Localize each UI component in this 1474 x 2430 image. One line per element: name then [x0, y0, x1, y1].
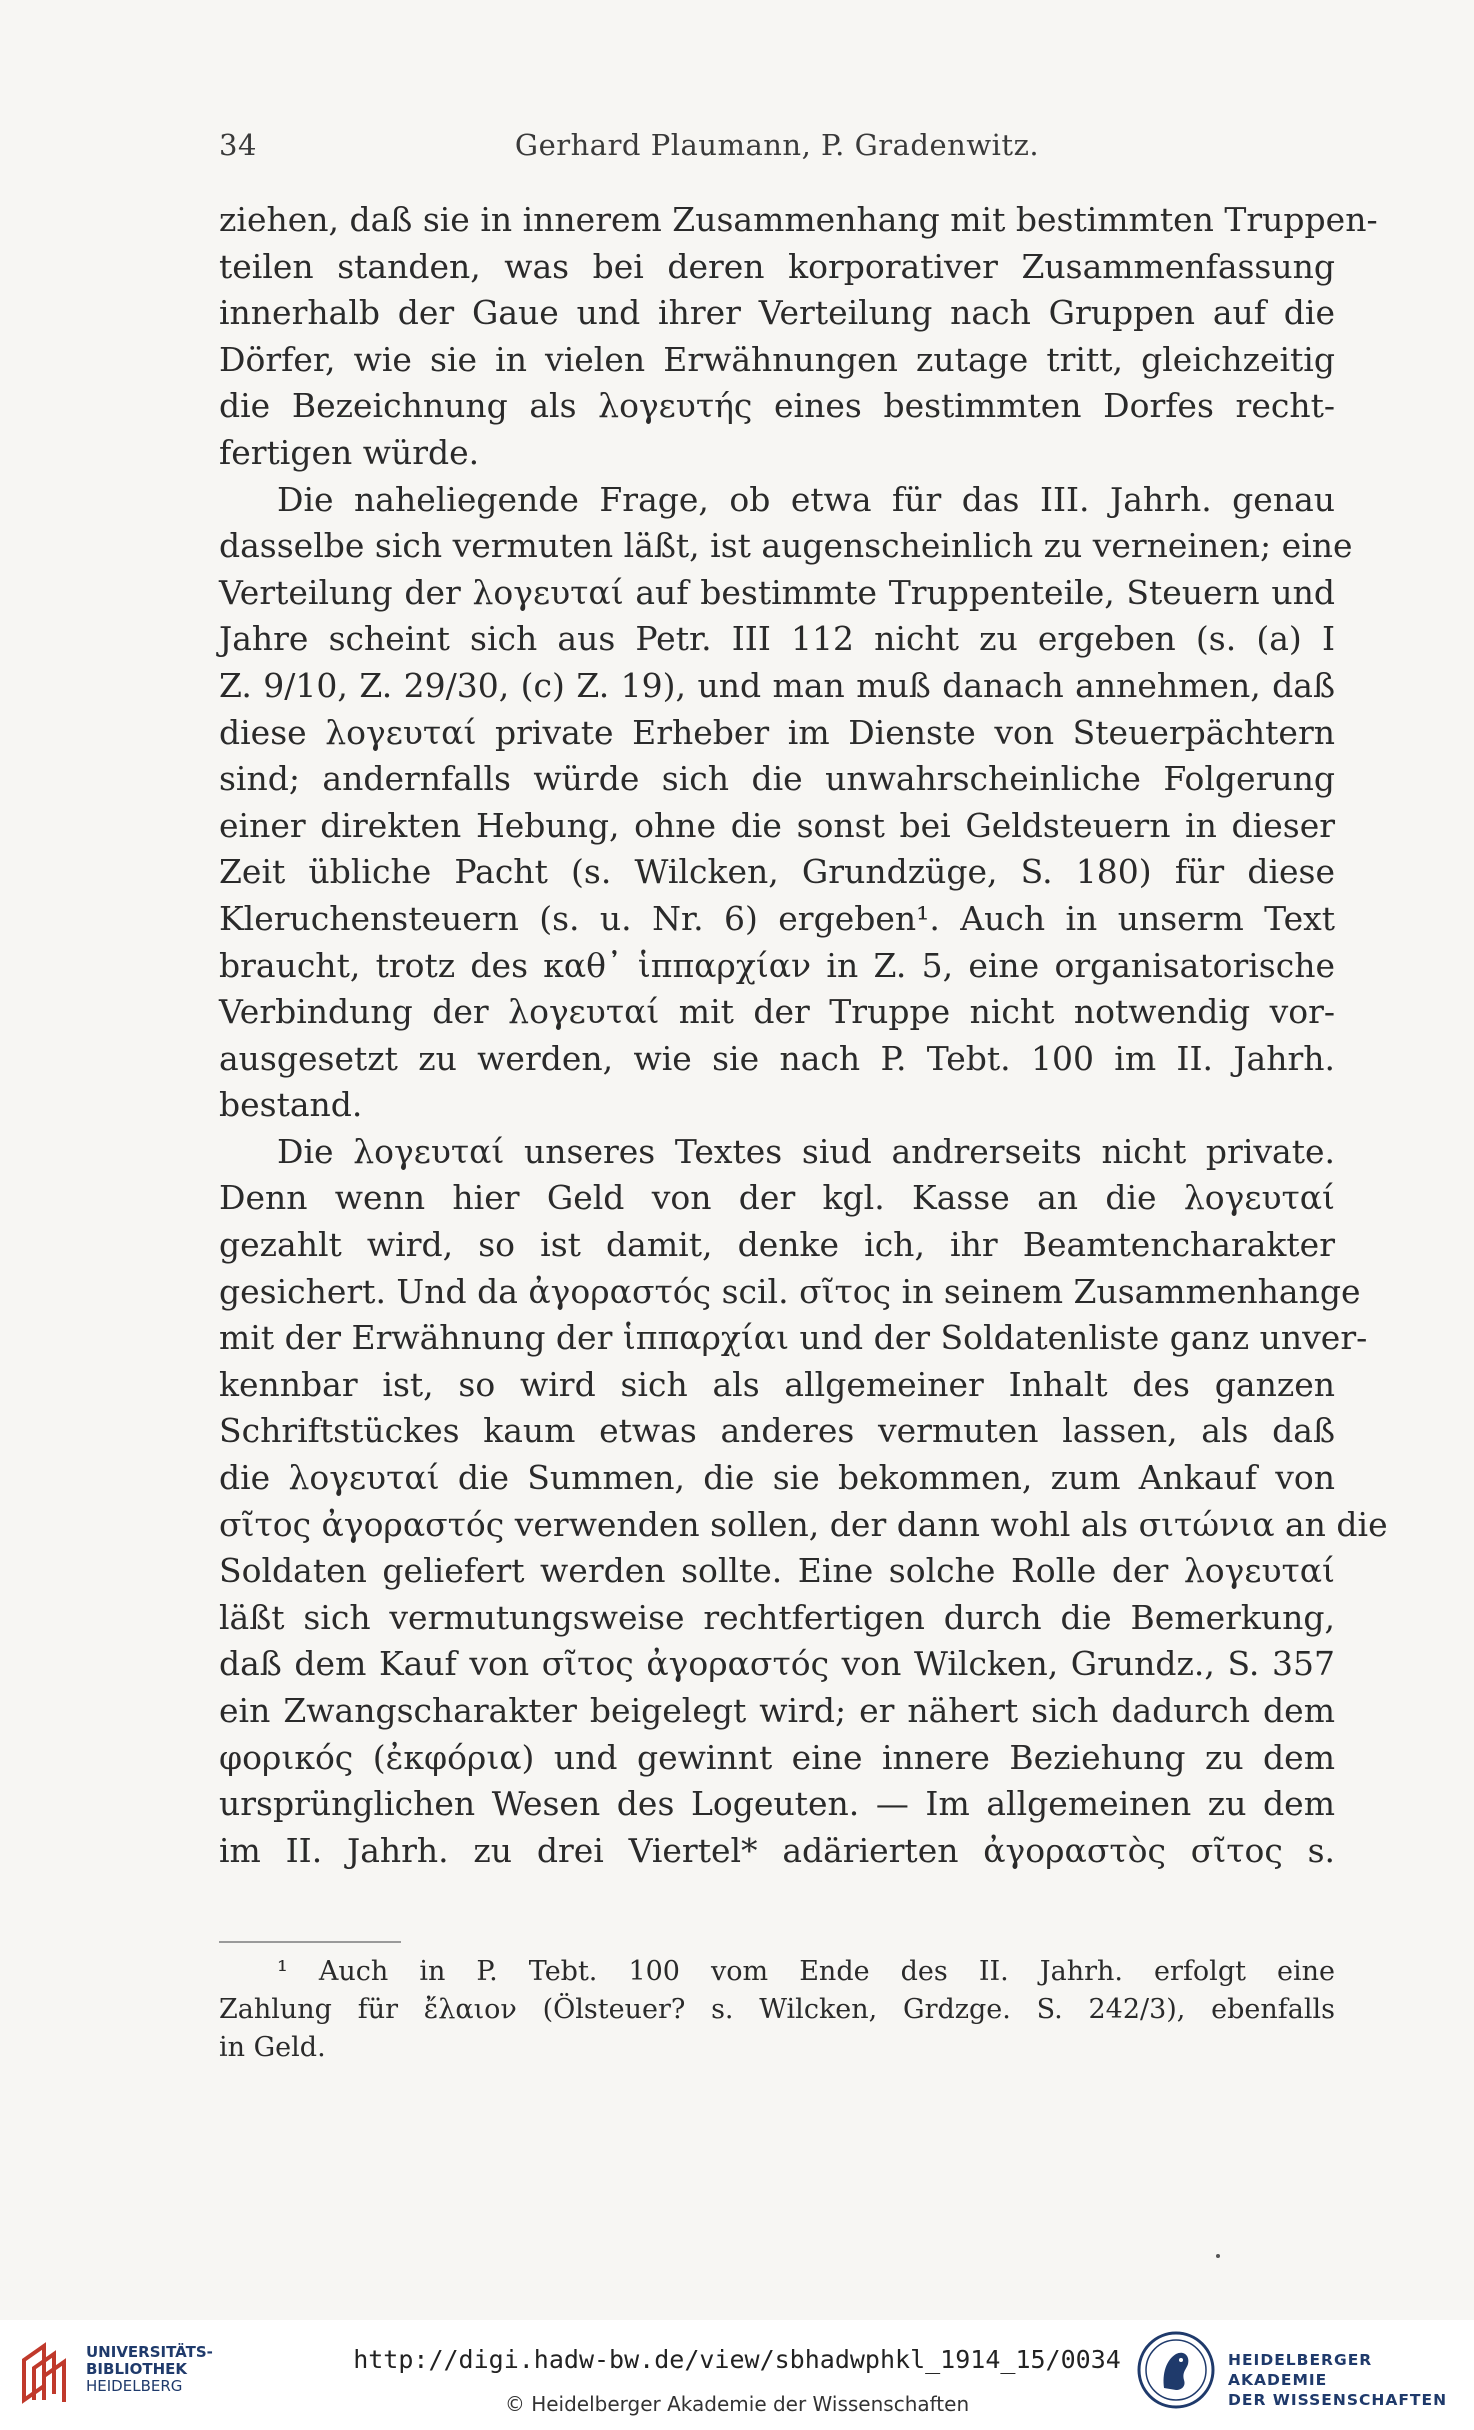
footnote-line: ¹ Auch in P. Tebt. 100 vom Ende des II. Jahrh. erfolgt eine [277, 1956, 1335, 1987]
text-line: mit der Erwähnung der ἱππαρχίαι und der Soldatenliste ganz unver- [219, 1318, 1368, 1358]
paragraph-1 [219, 197, 1378, 477]
footnote-line: Zahlung für ἔλαιον (Ölsteuer? s. Wilcken, Grdzge. S. 242/3), ebenfalls [219, 1994, 1335, 2025]
footnote-rule [219, 1941, 401, 1943]
footnote-line: in Geld. [219, 2032, 326, 2063]
text-line: gesichert. Und da ἀγοραστός scil. σῖτος in seinem Zusammenhange [219, 1271, 1361, 1311]
scan-speck [1216, 2254, 1220, 2258]
paragraph-3 [219, 1129, 1388, 1875]
text-line: läßt sich vermutungsweise rechtfertigen durch die Bemerkung, [219, 1597, 1335, 1637]
paragraph-2 [219, 477, 1353, 1129]
academy-name-line: DER WISSENSCHAFTEN [1228, 2391, 1448, 2409]
text-line: diese λογευταί private Erheber im Dienste von Steuerpächtern [219, 712, 1335, 752]
text-line: fertigen würde. [219, 432, 480, 472]
text-line: ein Zwangscharakter beigelegt wird; er nähert sich dadurch dem [219, 1691, 1335, 1730]
text-line: σῖτος ἀγοραστός verwenden sollen, der dann wohl als σιτώνια an die [219, 1504, 1388, 1544]
permalink-url[interactable]: http://digi.hadw-bw.de/view/sbhadwphkl_1914_15/0034 [353, 2345, 1121, 2374]
text-line: Die naheliegende Frage, ob etwa für das III. Jahrh. genau [277, 479, 1335, 519]
text-line: Dörfer, wie sie in vielen Erwähnungen zutage tritt, gleichzeitig [219, 339, 1335, 379]
text-line: braucht, trotz des καθ᾽ ἱππαρχίαν in Z. 5, eine organisatorische [219, 945, 1335, 985]
running-title: Gerhard Plaumann, P. Gradenwitz. [514, 128, 1040, 162]
text-line: die λογευταί die Summen, die sie bekommen, zum Ankauf von [219, 1458, 1335, 1498]
academy-name-line: HEIDELBERGER AKADEMIE [1228, 2351, 1373, 2389]
text-line: Jahre scheint sich aus Petr. III 112 nicht zu ergeben (s. (a) I [219, 619, 1335, 659]
text-line: Kleruchensteuern (s. u. Nr. 6) ergeben¹. Auch in unserm Text [219, 898, 1335, 938]
text-line: Soldaten geliefert werden sollte. Eine solche Rolle der λογευταί [219, 1551, 1335, 1591]
text-line: Schriftstückes kaum etwas anderes vermuten lassen, als daß [219, 1411, 1335, 1451]
copyright-notice: © Heidelberger Akademie der Wissenschaften [504, 2392, 970, 2416]
text-line: im II. Jahrh. zu drei Viertel* adärierten ἀγοραστὸς σῖτος s. [219, 1830, 1335, 1870]
text-line: ursprünglichen Wesen des Logeuten. — Im allgemeinen zu dem [219, 1784, 1335, 1824]
text-line: φορικός (ἐκφόρια) und gewinnt eine innere Beziehung zu dem [219, 1737, 1335, 1777]
footnote [219, 1953, 1335, 2067]
library-name-line: HEIDELBERG [86, 2377, 183, 2395]
text-line: Z. 9/10, Z. 29/30, (c) Z. 19), und man muß danach annehmen, daß [219, 665, 1335, 705]
text-line: daß dem Kauf von σῖτος ἀγοραστός von Wilcken, Grundz., S. 357 [219, 1644, 1335, 1684]
academy-seal-icon[interactable] [1136, 2330, 1216, 2410]
text-line: bestand. [219, 1085, 363, 1125]
text-line: ziehen, daß sie in innerem Zusammenhang mit bestimmten Truppen- [219, 200, 1378, 239]
library-name-line: BIBLIOTHEK [86, 2360, 187, 2378]
text-line: die Bezeichnung als λογευτής eines bestimmten Dorfes recht- [219, 386, 1335, 426]
text-line: Denn wenn hier Geld von der kgl. Kasse an die λογευταί [219, 1178, 1335, 1218]
text-line: einer direkten Hebung, ohne die sonst bei Geldsteuern in dieser [219, 805, 1335, 845]
page-header [219, 128, 1335, 178]
text-line: innerhalb der Gaue und ihrer Verteilung nach Gruppen auf die [219, 293, 1335, 333]
text-line: gezahlt wird, so ist damit, denke ich, ihr Beamtencharakter [219, 1225, 1335, 1265]
text-line: ausgesetzt zu werden, wie sie nach P. Tebt. 100 im II. Jahrh. [219, 1038, 1335, 1078]
text-line: Verbindung der λογευταί mit der Truppe nicht notwendig vor- [219, 992, 1335, 1032]
academy-name [1228, 2350, 1474, 2410]
library-name-line: UNIVERSITÄTS- [86, 2343, 213, 2361]
text-line: dasselbe sich vermuten läßt, ist augenscheinlich zu verneinen; eine [219, 526, 1353, 566]
text-line: Zeit übliche Pacht (s. Wilcken, Grundzüge, S. 180) für diese [219, 852, 1335, 892]
text-line: Die λογευταί unseres Textes siud andrerseits nicht private. [277, 1131, 1335, 1171]
text-line: sind; andernfalls würde sich die unwahrscheinliche Folgerung [219, 759, 1335, 799]
body-text [219, 197, 1388, 1874]
text-line: kennbar ist, so wird sich als allgemeiner Inhalt des ganzen [219, 1364, 1335, 1404]
text-line: Verteilung der λογευταί auf bestimmte Truppenteile, Steuern und [219, 572, 1335, 612]
text-line: teilen standen, was bei deren korporativer Zusammenfassung [219, 246, 1335, 286]
page-number: 34 [219, 128, 257, 162]
